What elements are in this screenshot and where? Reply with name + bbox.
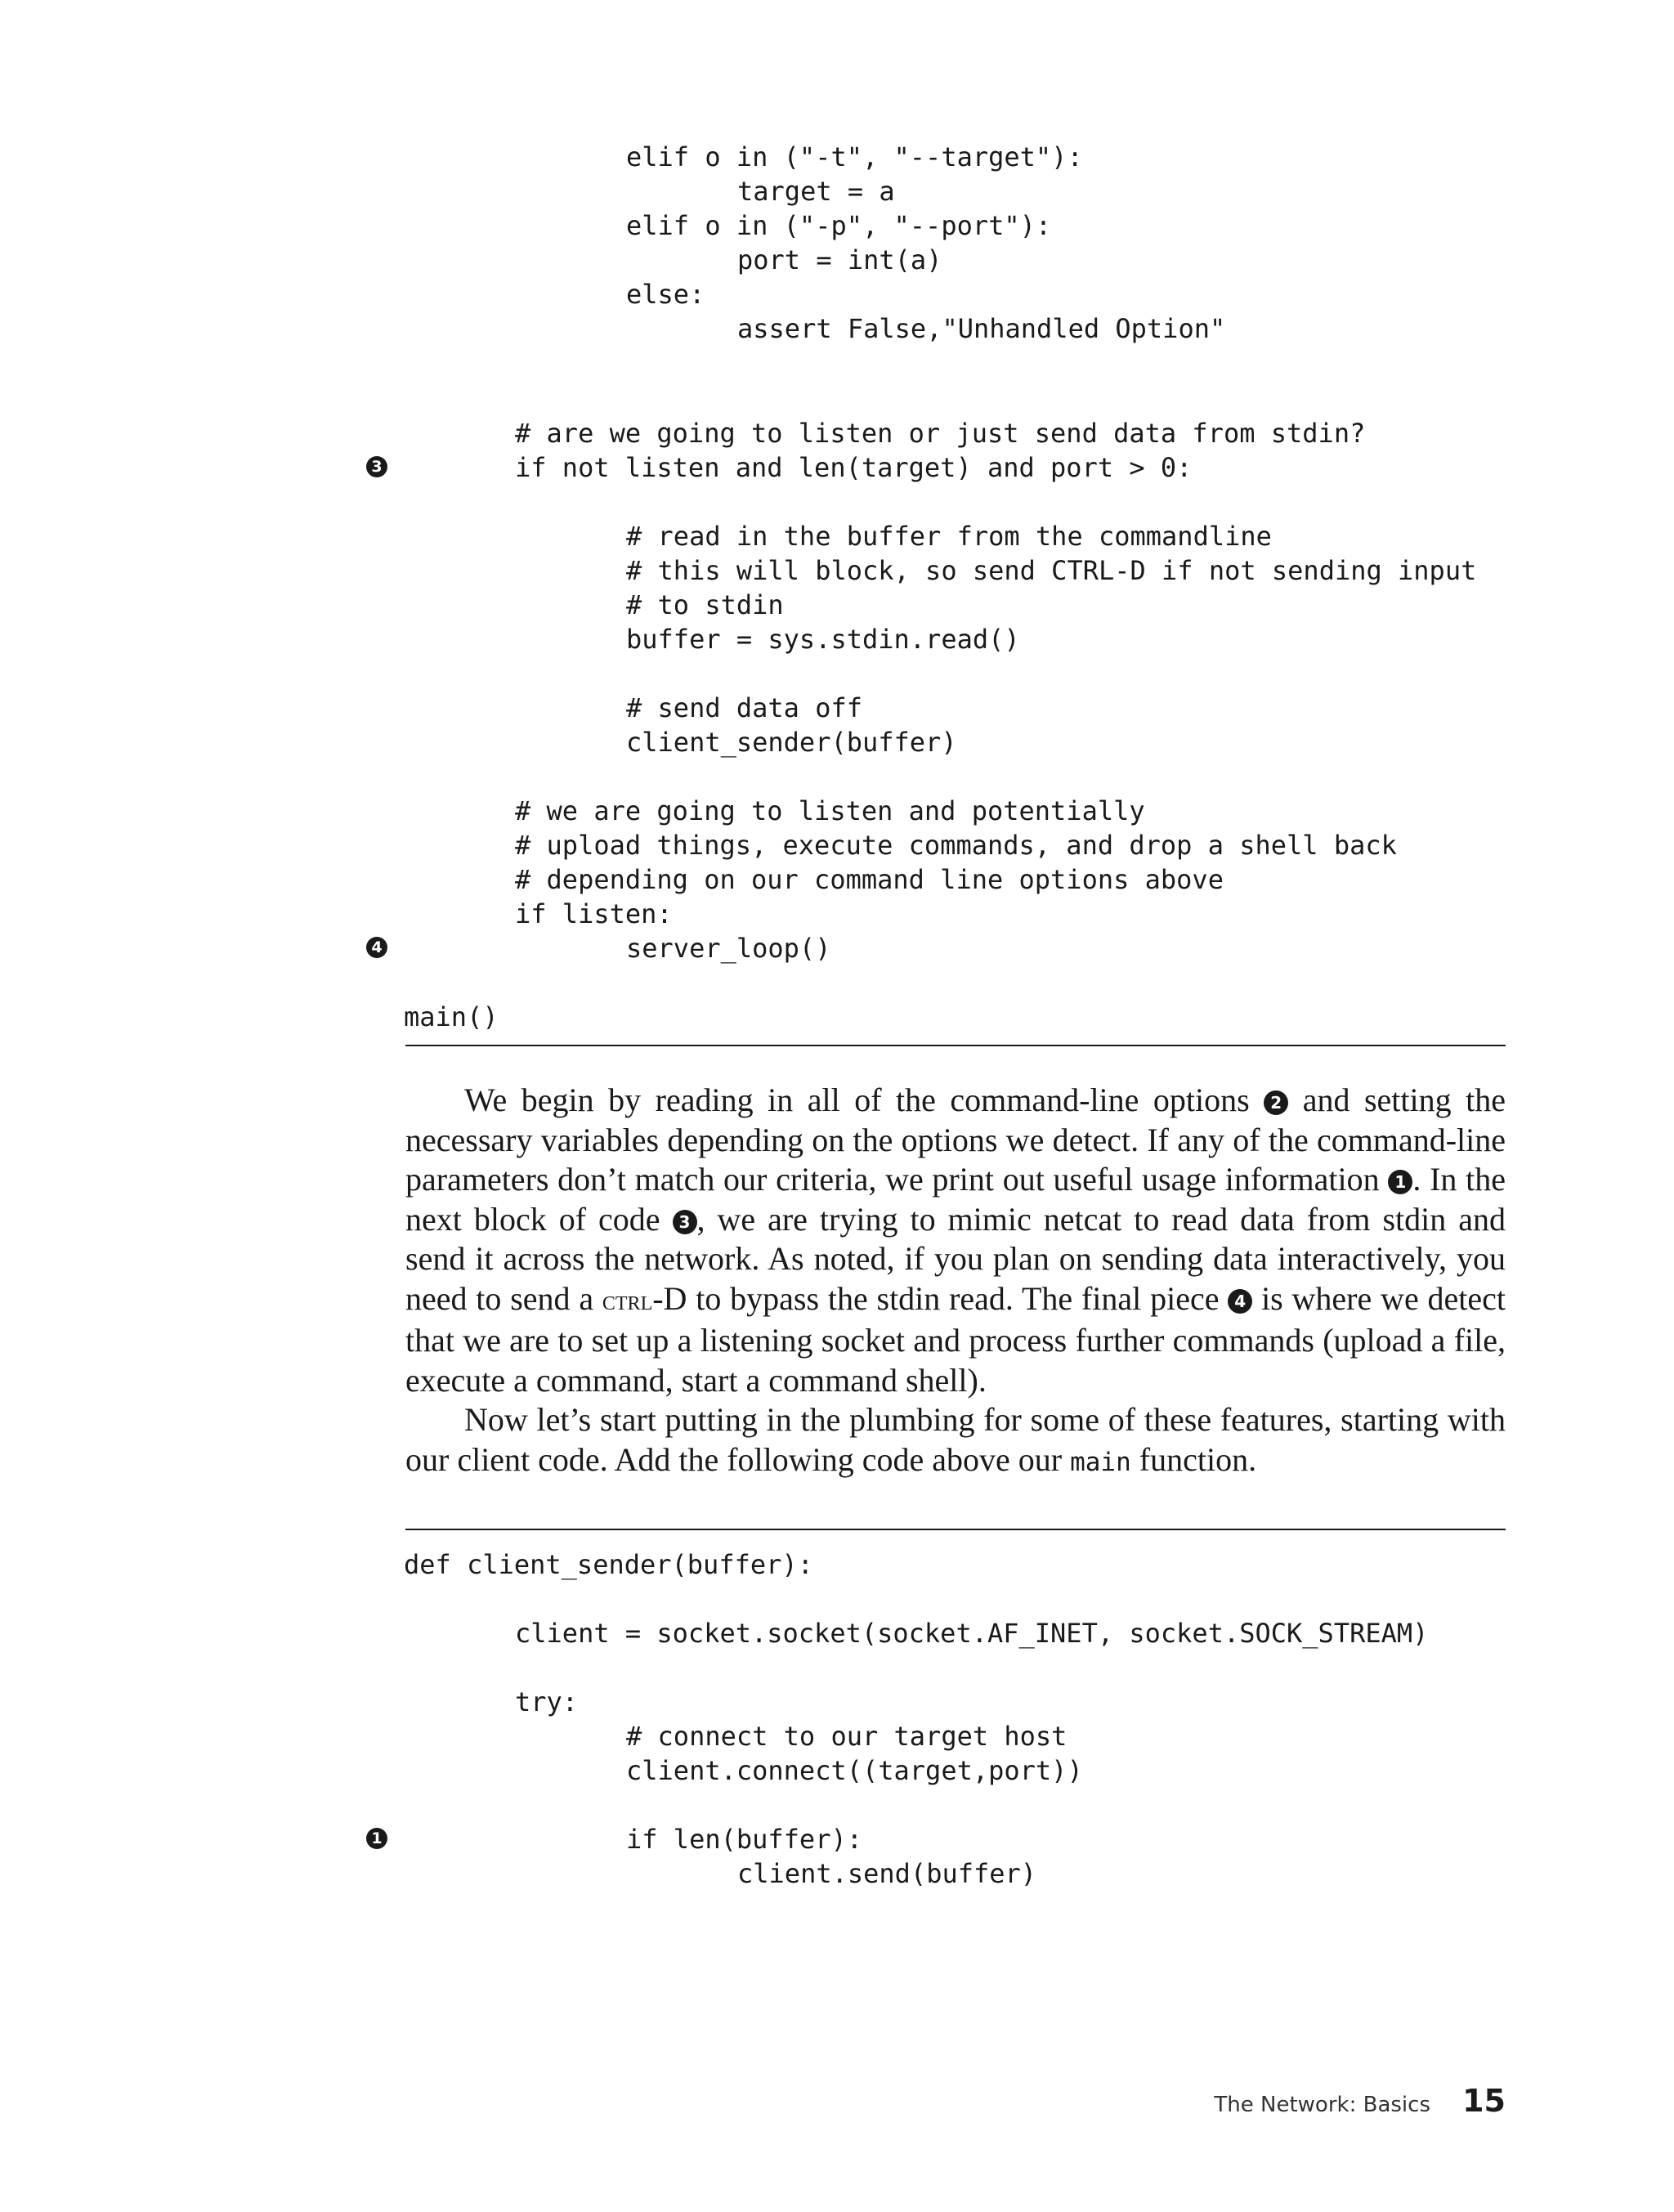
code-line: assert False,"Unhandled Option" (737, 313, 1226, 344)
code-line: try: (515, 1686, 579, 1717)
code-line: target = a (737, 176, 895, 207)
code-line: # we are going to listen and potentially (515, 795, 1145, 826)
callout-marker-4: 4 (1228, 1289, 1252, 1314)
code-line: if listen: (515, 898, 673, 929)
code-line: else: (626, 279, 705, 310)
code-line: elif o in ("-p", "--port"): (626, 210, 1052, 241)
body-text (405, 1081, 1506, 1482)
code-line: main() (404, 1001, 499, 1032)
callout-marker-4: 4 (366, 937, 387, 958)
code-line: client_sender(buffer) (626, 727, 957, 758)
code-line: def client_sender(buffer): (404, 1549, 813, 1580)
running-footer: The Network: Basics (1214, 2093, 1430, 2117)
code-line: port = int(a) (737, 244, 942, 275)
code-line: if len(buffer): (626, 1824, 862, 1855)
callout-marker-1: 1 (1388, 1170, 1412, 1194)
callout-marker-1: 1 (366, 1828, 387, 1849)
code-line: # are we going to listen or just send data from stdin? (515, 418, 1366, 449)
code-line: server_loop() (626, 933, 831, 964)
page-number: 15 (1462, 2083, 1506, 2119)
inline-code: main (1070, 1447, 1131, 1477)
code-line: # send data off (626, 692, 862, 723)
paragraph-1: We begin by reading in all of the command-line options 2 and setting the necessary variables depending on the options we detect. If any of the command-line parameters don’t match our criteria, we print out useful usage information 1 . In the next block of code 3 , we are trying to mimic netcat to read data from stdin and send it across the network. As noted, if you plan on sending data interactively, you need to send a ctrl-D to bypass the stdin read. The final piece 4 is where we detect that we are to set up a listening socket and process further commands (upload a file, execute a command, start a command shell). (405, 1081, 1506, 1399)
code-line: if not listen and len(target) and port > 0: (515, 452, 1193, 483)
code-line: # read in the buffer from the commandline (626, 521, 1272, 552)
code-line: # depending on our command line options above (515, 864, 1224, 895)
callout-marker-2: 2 (1264, 1090, 1288, 1115)
code-divider-bottom (405, 1529, 1506, 1530)
callout-marker-3: 3 (366, 456, 387, 477)
code-line: # connect to our target host (626, 1721, 1068, 1752)
callout-marker-3: 3 (673, 1210, 697, 1234)
code-line: # upload things, execute commands, and drop a shell back (515, 830, 1397, 861)
code-line: client.send(buffer) (737, 1858, 1037, 1889)
code-line: buffer = sys.stdin.read() (626, 624, 1020, 655)
ctrl-key: ctrl (602, 1285, 653, 1316)
code-line: # to stdin (626, 589, 784, 620)
code-line: client.connect((target,port)) (626, 1755, 1083, 1786)
code-line: client = socket.socket(socket.AF_INET, socket.SOCK_STREAM) (515, 1618, 1429, 1649)
code-line: # this will block, so send CTRL-D if not sending input (626, 555, 1477, 586)
code-line: elif o in ("-t", "--target"): (626, 141, 1083, 172)
code-divider-top (405, 1045, 1506, 1046)
paragraph-2: Now let’s start putting in the plumbing for some of these features, starting with our client code. Add the following code above our main function. (405, 1401, 1506, 1478)
